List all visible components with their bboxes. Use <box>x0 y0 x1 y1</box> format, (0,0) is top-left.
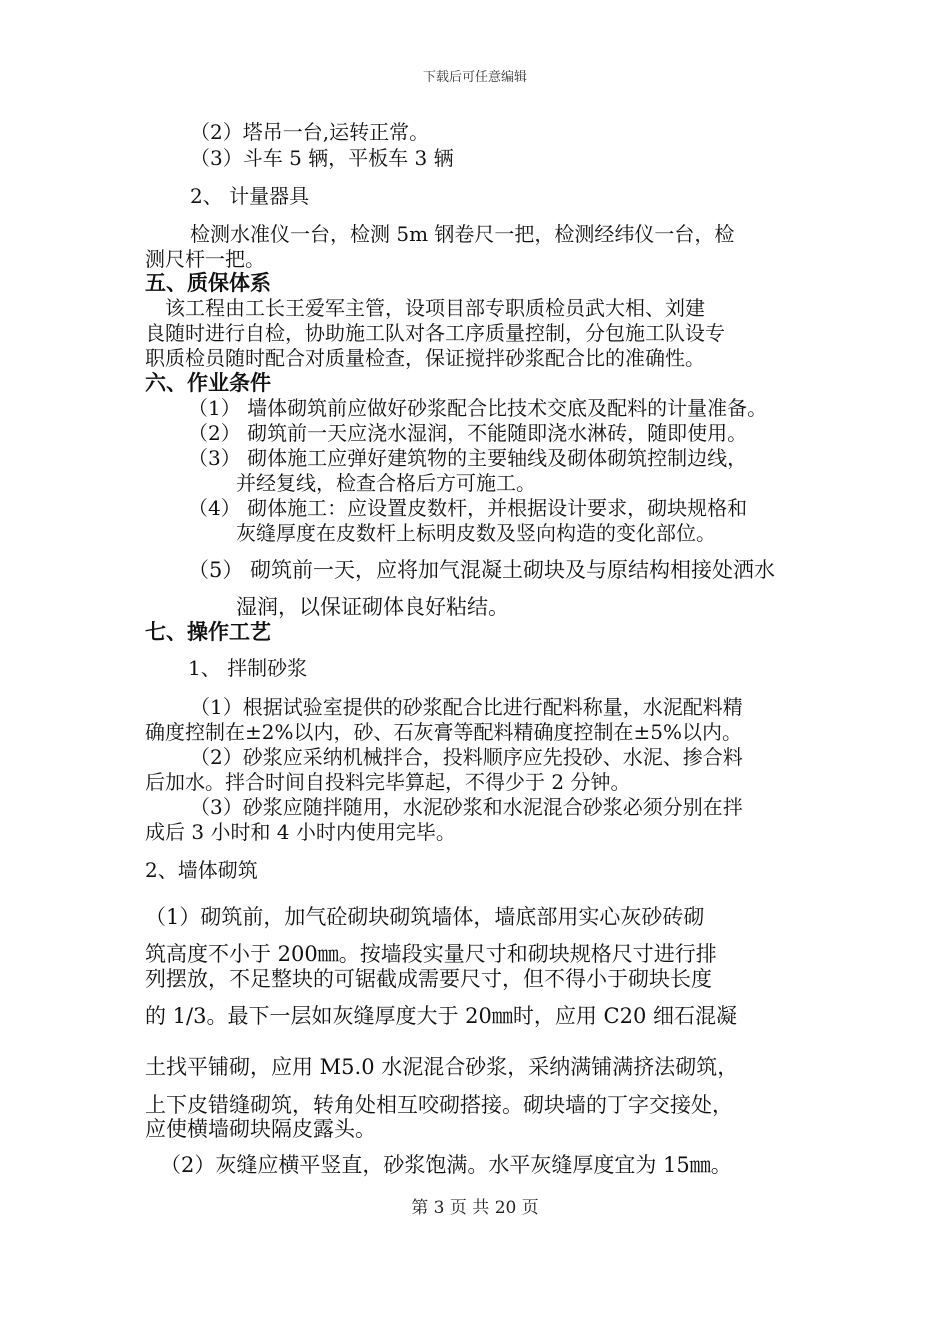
text-line: 确度控制在±2%以内，砂、石灰膏等配料精确度控制在±5%以内。 <box>145 720 742 744</box>
text-line: （2）砂浆应采纳机械拌合，投料顺序应先投砂、水泥、掺合料 <box>190 745 743 769</box>
text-line: 后加水。拌合时间自投料完毕算起，不得少于 2 分钟。 <box>145 770 631 794</box>
section-heading: 五、质保体系 <box>145 271 271 295</box>
list-item: （5） 砌筑前一天，应将加气混凝土砌块及与原结构相接处洒水 <box>188 558 776 582</box>
text-line: （3）砂浆应随拌随用，水泥砂浆和水泥混合砂浆必须分别在拌 <box>190 795 743 819</box>
text-line: （3）斗车 5 辆，平板车 3 辆 <box>190 146 454 170</box>
text-line: 良随时进行自检，协助施工队对各工序质量控制，分包施工队设专 <box>145 321 725 345</box>
text-line: （2）灰缝应横平竖直，砂浆饱满。水平灰缝厚度宜为 15㎜。 <box>160 1153 732 1177</box>
page-header: 下载后可任意编辑 <box>422 70 527 85</box>
list-item-cont: 灰缝厚度在皮数杆上标明皮数及竖向构造的变化部位。 <box>236 521 716 545</box>
text-line: 的 1/3。最下一层如灰缝厚度大于 20㎜时，应用 C20 细石混凝 <box>145 1004 738 1028</box>
list-item-cont: 湿润，以保证砌体良好粘结。 <box>236 595 509 619</box>
text-line: 成后 3 小时和 4 小时内使用完毕。 <box>145 820 456 844</box>
section-heading: 七、操作工艺 <box>145 620 271 644</box>
text-line: 筑高度不小于 200㎜。按墙段实量尺寸和砌块规格尺寸进行排 <box>145 942 717 966</box>
list-item: （3） 砌体施工应弹好建筑物的主要轴线及砌体砌筑控制边线， <box>188 446 748 470</box>
page-footer: 第 3 页 共 20 页 <box>411 1198 539 1218</box>
text-line: 职质检员随时配合对质量检查，保证搅拌砂浆配合比的准确性。 <box>145 346 705 370</box>
list-item-cont: 并经复线，检查合格后方可施工。 <box>236 471 536 495</box>
text-line: 检测水准仪一台，检测 5m 钢卷尺一把，检测经纬仪一台，检 <box>190 222 735 246</box>
subheading: 2、 计量器具 <box>190 184 310 208</box>
subheading: 1、 拌制砂浆 <box>188 656 308 680</box>
subheading: 2、墙体砌筑 <box>145 858 258 882</box>
section-heading: 六、作业条件 <box>145 371 271 395</box>
text-line: 该工程由工长王爱军主管，设项目部专职质检员武大相、刘建 <box>165 296 705 320</box>
text-line: 应使横墙砌块隔皮露头。 <box>145 1117 376 1141</box>
text-line: 列摆放，不足整块的可锯截成需要尺寸，但不得小于砌块长度 <box>145 967 712 991</box>
text-line: 上下皮错缝砌筑，转角处相互咬砌搭接。砌块墙的丁字交接处， <box>145 1093 733 1117</box>
text-line: （1）根据试验室提供的砂浆配合比进行配料称量，水泥配料精 <box>190 695 743 719</box>
list-item: （2） 砌筑前一天应浇水湿润，不能随即浇水淋砖，随即使用。 <box>188 421 748 445</box>
text-line: （1）砌筑前，加气砼砌块砌筑墙体，墙底部用实心灰砂砖砌 <box>145 905 705 929</box>
list-item: （4） 砌体施工：应设置皮数杆，并根据设计要求，砌块规格和 <box>188 496 748 520</box>
list-item: （1） 墙体砌筑前应做好砂浆配合比技术交底及配料的计量准备。 <box>188 396 768 420</box>
text-line: 土找平铺砌，应用 M5.0 水泥混合砂浆，采纳满铺满挤法砌筑， <box>145 1055 739 1079</box>
text-line: （2）塔吊一台,运转正常。 <box>190 120 430 144</box>
text-line: 测尺杆一把。 <box>145 247 265 271</box>
